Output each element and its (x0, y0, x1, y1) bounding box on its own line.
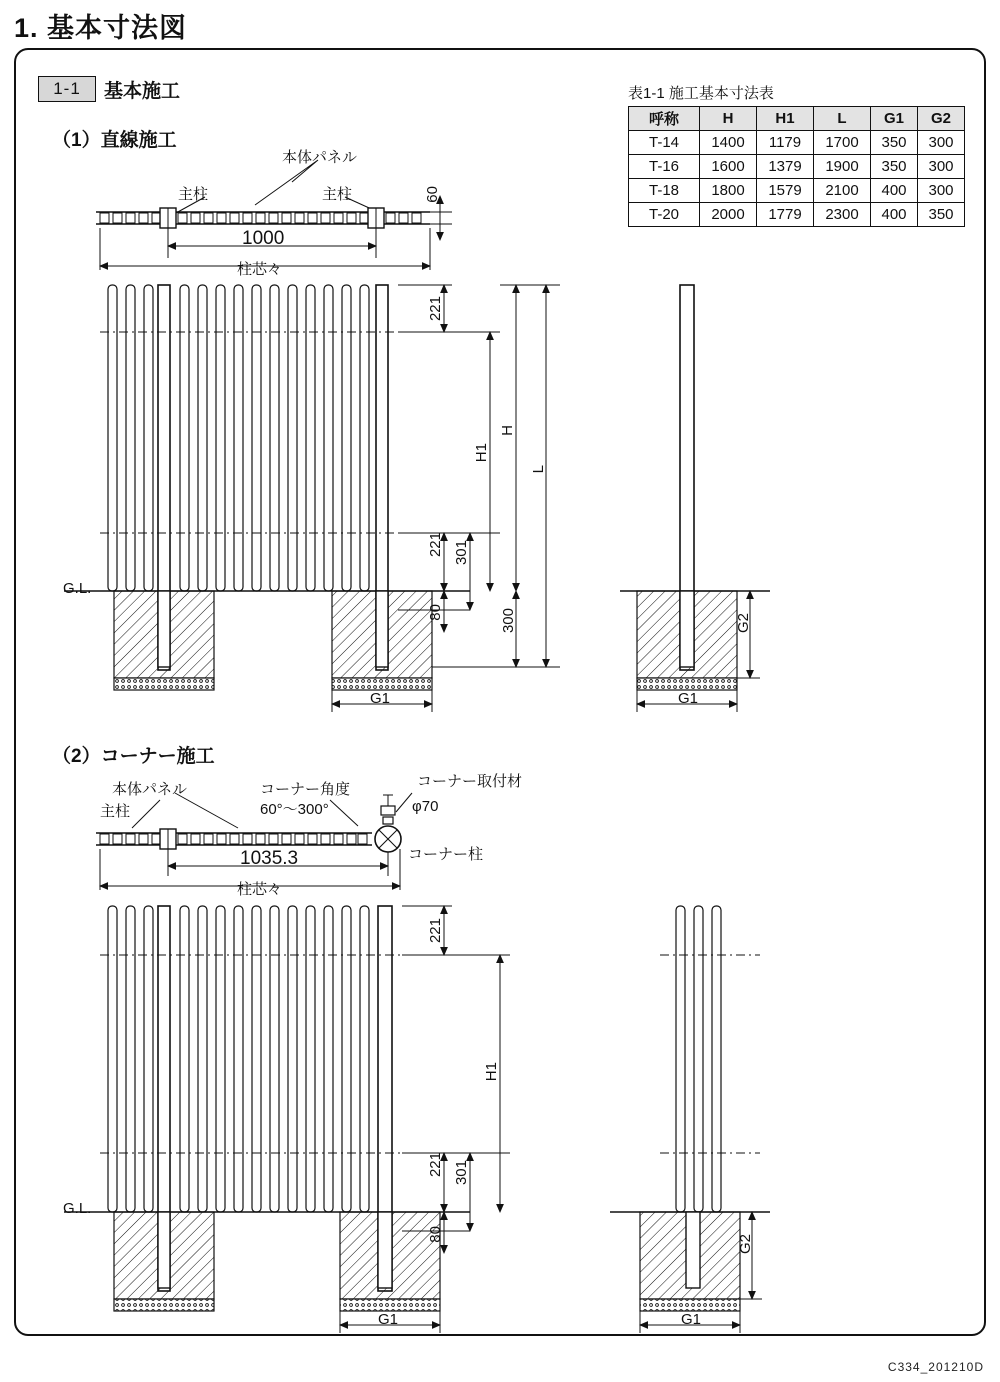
dim-elev1-G2: G2 (735, 613, 752, 634)
dim-elev2-221-bottom: 221 (427, 1152, 444, 1178)
footing-right (332, 591, 432, 690)
footing-left (114, 591, 214, 690)
table-cell: 1700 (814, 131, 871, 155)
label-gl-elev1: G.L. (63, 580, 92, 597)
label-panel-plan2: 本体パネル (112, 781, 188, 798)
table-cell: 400 (871, 179, 918, 203)
label-post-right-plan1: 主柱 (322, 186, 353, 203)
label-phi70: φ70 (412, 798, 439, 815)
dim-elev2-80: 80 (427, 1226, 444, 1243)
footer-code: C334_201210D (887, 1360, 984, 1374)
section-title: 基本施工 (104, 81, 181, 102)
dim-elev1-H1: H1 (473, 443, 490, 463)
table-header-cell: L (814, 107, 871, 131)
dim-elev2-301: 301 (453, 1160, 470, 1186)
elevation-front-straight (64, 285, 560, 712)
table-cell: 1379 (757, 155, 814, 179)
dim-elev1-300: 300 (500, 608, 517, 634)
table-cell: 1400 (700, 131, 757, 155)
dim-plan2-width: 1035.3 (240, 848, 299, 869)
table-caption: 表1-1 施工基本寸法表 (628, 85, 774, 102)
table-cell: 300 (918, 131, 965, 155)
table-cell: 2000 (700, 203, 757, 227)
label-corner-angle-range: 60°〜300° (260, 801, 329, 818)
table-cell: 350 (871, 155, 918, 179)
table-cell: T-18 (629, 179, 700, 203)
dim-plan2-width-note: 柱芯々 (237, 881, 283, 898)
dim-plan1-depth: 60 (424, 186, 441, 203)
dim-elev1-221-bottom: 221 (427, 532, 444, 558)
dim-elev2-G2: G2 (737, 1234, 754, 1255)
label-panel-plan1: 本体パネル (282, 149, 358, 166)
label-corner-post: コーナー柱 (408, 846, 484, 863)
dim-elev1-80: 80 (427, 604, 444, 621)
table-cell: 1900 (814, 155, 871, 179)
label-post-plan2: 主柱 (100, 803, 131, 820)
plan-panel-chain (96, 208, 430, 228)
table-cell: 350 (918, 203, 965, 227)
subsection-title-straight: （1）直線施工 (52, 130, 177, 151)
dim-elev2-H1: H1 (483, 1062, 500, 1082)
dim-elev2-G1-right: G1 (681, 1311, 702, 1328)
table-cell: 2300 (814, 203, 871, 227)
dim-elev1-G1-left: G1 (370, 690, 391, 707)
table-header-cell: G1 (871, 107, 918, 131)
dim-elev2-221-top: 221 (427, 918, 444, 944)
elevation-front-corner (64, 906, 510, 1333)
dim-plan1-width-note: 柱芯々 (237, 261, 283, 278)
table-cell: 1779 (757, 203, 814, 227)
table-cell: T-20 (629, 203, 700, 227)
plan-view-straight (96, 160, 452, 270)
dim-elev1-L: L (530, 465, 547, 474)
dim-elev1-301: 301 (453, 540, 470, 566)
table-cell: T-14 (629, 131, 700, 155)
table-cell: 2100 (814, 179, 871, 203)
dim-elev1-221-top: 221 (427, 296, 444, 322)
dim-elev1-G1-right: G1 (678, 690, 699, 707)
label-gl-elev2: G.L. (63, 1200, 92, 1217)
table-cell: T-16 (629, 155, 700, 179)
table-header-cell: G2 (918, 107, 965, 131)
elevation-side-straight (620, 285, 770, 712)
section-badge: 1-1 (38, 76, 96, 102)
table-cell: 1579 (757, 179, 814, 203)
label-post-left-plan1: 主柱 (178, 186, 209, 203)
table-cell: 400 (871, 203, 918, 227)
table-header-cell: H (700, 107, 757, 131)
table-header-cell: 呼称 (629, 107, 700, 131)
table-cell: 1179 (757, 131, 814, 155)
dim-elev2-G1-left: G1 (378, 1311, 399, 1328)
table-cell: 1600 (700, 155, 757, 179)
elevation-side-corner (610, 906, 770, 1333)
table-cell: 350 (871, 131, 918, 155)
table-header-cell: H1 (757, 107, 814, 131)
dim-plan1-width: 1000 (242, 228, 285, 249)
page-title: 1. 基本寸法図 (14, 13, 188, 43)
table-cell: 300 (918, 155, 965, 179)
subsection-title-corner: （2）コーナー施工 (52, 746, 215, 767)
dim-elev1-H: H (499, 425, 516, 436)
label-corner-fitting: コーナー取付材 (417, 773, 523, 790)
label-corner-angle: コーナー角度 (260, 781, 351, 798)
plan-view-corner (96, 793, 412, 890)
table-cell: 1800 (700, 179, 757, 203)
table-cell: 300 (918, 179, 965, 203)
